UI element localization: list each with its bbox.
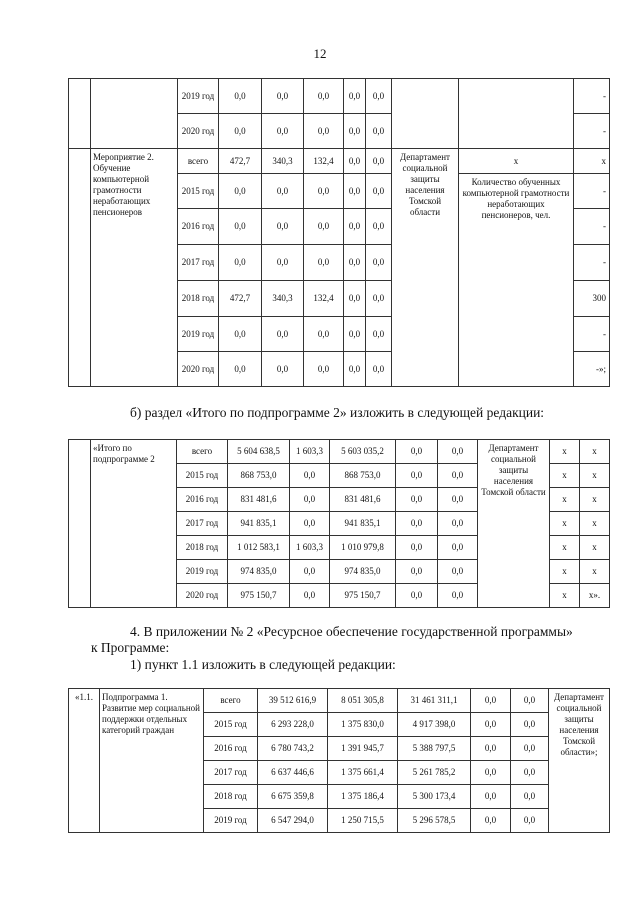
paragraph-b: б) раздел «Итого по подпрограмме 2» изложить в следующей редакции:: [130, 405, 545, 420]
table-row: 2015 год 6 293 228,0 1 375 830,0 4 917 398,0 0,0 0,0: [69, 713, 610, 737]
year-cell: 2016 год: [177, 488, 228, 512]
year-cell: 2017 год: [177, 512, 228, 536]
year-cell: всего: [204, 689, 258, 713]
paragraph-4-1: 1) пункт 1.1 изложить в следующей редакции:: [130, 657, 396, 672]
year-cell: всего: [178, 149, 219, 174]
year-cell: 2018 год: [178, 281, 219, 317]
table-row: 2016 год 0,0 0,0 0,0 0,0 0,0 -: [69, 209, 610, 245]
department: Департамент социальной защиты населения Томской области: [478, 440, 550, 608]
table-row: 2019 год 0,0 0,0 0,0 0,0 0,0 -: [69, 79, 610, 114]
year-cell: 2019 год: [177, 560, 228, 584]
total-name: «Итого по подпрограмме 2: [91, 440, 177, 608]
department: Департамент социальной защиты населения Томской области»;: [549, 689, 610, 833]
table-row: 2017 год 6 637 446,6 1 375 661,4 5 261 785,2 0,0 0,0: [69, 761, 610, 785]
table-row: 2015 год 0,0 0,0 0,0 0,0 0,0 Количество обученных компьютерной грамотности неработающих пенсионеров, чел. -: [69, 174, 610, 209]
year-cell: 2017 год: [204, 761, 258, 785]
indicator: Количество обученных компьютерной грамотности неработающих пенсионеров, чел.: [459, 174, 574, 387]
table-row: 2016 год 6 780 743,2 1 391 945,7 5 388 797,5 0,0 0,0: [69, 737, 610, 761]
year-cell: 2020 год: [178, 114, 219, 149]
year-cell: 2020 год: [177, 584, 228, 608]
event-table: [68, 78, 610, 387]
year-cell: 2016 год: [178, 209, 219, 245]
table-row: Мероприятие 2. Обучение компьютерной грамотности неработающих пенсионеров всего 472,7 340,3 132,4 0,0 0,0 Департамент социальной защиты населения Томской области x x: [69, 149, 610, 174]
item-number: «1.1.: [69, 689, 100, 833]
paragraph-4-line2: к Программе:: [91, 640, 170, 655]
year-cell: 2017 год: [178, 245, 219, 281]
table-row: 2018 год 472,7 340,3 132,4 0,0 0,0 300: [69, 281, 610, 317]
year-cell: 2018 год: [204, 785, 258, 809]
year-cell: 2020 год: [178, 352, 219, 387]
year-cell: 2015 год: [177, 464, 228, 488]
table-row: 2017 год 0,0 0,0 0,0 0,0 0,0 -: [69, 245, 610, 281]
year-cell: 2019 год: [204, 809, 258, 833]
event-name: Мероприятие 2. Обучение компьютерной грамотности неработающих пенсионеров: [91, 149, 178, 387]
table-row: 2016 год 831 481,6 0,0 831 481,6 0,0 0,0 x x: [69, 488, 610, 512]
table-row: «1.1. Подпрограмма 1. Развитие мер социальной поддержки отдельных категорий граждан всего 39 512 616,9 8 051 305,8 31 461 311,1 0,0 0,0 Департамент социальной защиты населения Томской области»;: [69, 689, 610, 713]
year-cell: 2015 год: [178, 174, 219, 209]
table-row: 2018 год 1 012 583,1 1 603,3 1 010 979,8 0,0 0,0 x x: [69, 536, 610, 560]
year-cell: 2015 год: [204, 713, 258, 737]
year-cell: всего: [177, 440, 228, 464]
year-cell: 2016 год: [204, 737, 258, 761]
year-cell: 2019 год: [178, 317, 219, 352]
table-row: «Итого по подпрограмме 2 всего 5 604 638,5 1 603,3 5 603 035,2 0,0 0,0 Департамент социальной защиты населения Томской области x x: [69, 440, 610, 464]
table-row: 2020 год 975 150,7 0,0 975 150,7 0,0 0,0 x x».: [69, 584, 610, 608]
indicator-header: x: [459, 149, 574, 174]
year-cell: 2018 год: [177, 536, 228, 560]
table-row: 2019 год 6 547 294,0 1 250 715,5 5 296 578,5 0,0 0,0: [69, 809, 610, 833]
department: Департамент социальной защиты населения Томской области: [392, 149, 459, 387]
table-row: 2015 год 868 753,0 0,0 868 753,0 0,0 0,0 x x: [69, 464, 610, 488]
paragraph-4-line1: 4. В приложении № 2 «Ресурсное обеспечение государственной программы»: [130, 624, 573, 639]
subprogram-name: Подпрограмма 1. Развитие мер социальной поддержки отдельных категорий граждан: [100, 689, 204, 833]
table-row: 2019 год 0,0 0,0 0,0 0,0 0,0 -: [69, 317, 610, 352]
table-row: 2019 год 974 835,0 0,0 974 835,0 0,0 0,0 x x: [69, 560, 610, 584]
resource-table: [68, 688, 610, 833]
table-row: 2017 год 941 835,1 0,0 941 835,1 0,0 0,0 x x: [69, 512, 610, 536]
year-cell: 2019 год: [178, 79, 219, 114]
page-number: 12: [313, 46, 327, 61]
table-row: 2020 год 0,0 0,0 0,0 0,0 0,0 -: [69, 114, 610, 149]
table-row: 2018 год 6 675 359,8 1 375 186,4 5 300 173,4 0,0 0,0: [69, 785, 610, 809]
subprogram-2-total-table: [68, 439, 610, 608]
table-row: 2020 год 0,0 0,0 0,0 0,0 0,0 -»;: [69, 352, 610, 387]
